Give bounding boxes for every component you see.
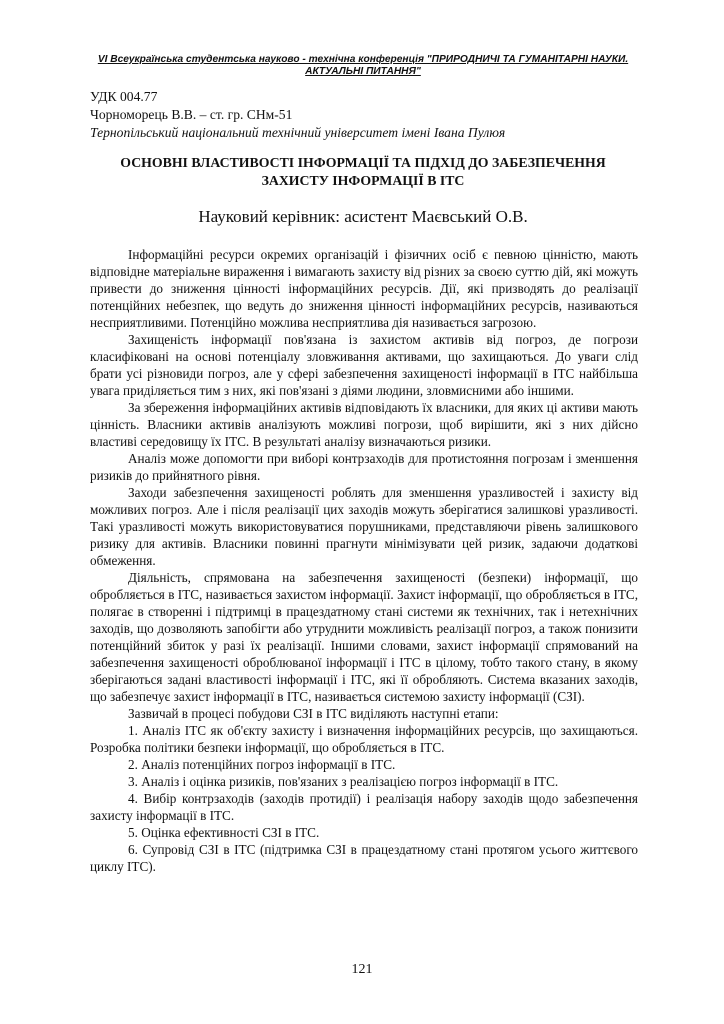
body-paragraph: Захищеність інформації пов'язана із захистом активів від погроз, де погрози класифіковані на основі потенціалу зловживання активами, що захищаються. До уваги слід брати усі різновиди погроз, але у сфері забезпечення захищеності інформації в ІТС найбільша увага приділяється тим з них, які пов'язані з діями людини, зловмисними або іншими.	[90, 332, 638, 398]
stage-list-item: 2. Аналіз потенційних погроз інформації в ІТС.	[128, 757, 396, 772]
body-paragraph: За збереження інформаційних активів відповідають їх власники, для яких ці активи мають цінність. Власники активів аналізують можливі погрози, щоб вирішити, які з них дійсно властиві середовищу їх ІТС. В результаті аналізу визначаються ризики.	[90, 400, 638, 449]
conference-header: VI Всеукраїнська студентська науково - технічна конференція "ПРИРОДНИЧІ ТА ГУМАНІТАРНІ НАУКИ. АКТУАЛЬНІ ПИТАННЯ"	[97, 54, 629, 77]
supervisor-line: Науковий керівник: асистент Маєвський О.В.	[198, 207, 528, 226]
body-paragraph: Зазвичай в процесі побудови СЗІ в ІТС виділяють наступні етапи:	[128, 706, 499, 721]
article-body	[90, 246, 638, 875]
stage-list-item: 3. Аналіз і оцінка ризиків, пов'язаних з реалізацією погроз інформації в ІТС.	[128, 774, 559, 789]
stage-list-item: 1. Аналіз ІТС як об'єкту захисту і визначення інформаційних ресурсів, що захищаються. Розробка політики безпеки інформації, що обробляється в ІТС.	[90, 723, 638, 755]
stage-list-item: 4. Вибір контрзаходів (заходів протидії) і реалізація набору заходів щодо забезпечення захисту інформації в ІТС.	[90, 791, 638, 823]
body-paragraph: Аналіз може допомогти при виборі контрзаходів для протистояння погрозам і зменшення ризиків до прийнятного рівня.	[90, 451, 638, 483]
stage-list-item: 6. Супровід СЗІ в ІТС (підтримка СЗІ в працездатному стані протягом усього життєвого циклу ІТС).	[90, 842, 638, 874]
article-title: ОСНОВНІ ВЛАСТИВОСТІ ІНФОРМАЦІЇ ТА ПІДХІД ДО ЗАБЕЗПЕЧЕННЯ ЗАХИСТУ ІНФОРМАЦІЇ В ІТС	[120, 155, 606, 188]
stage-list-item: 5. Оцінка ефективності СЗІ в ІТС.	[128, 825, 320, 840]
udc-code: УДК 004.77	[90, 89, 158, 104]
body-paragraph: Діяльність, спрямована на забезпечення захищеності (безпеки) інформації, що обробляється в ІТС, називається захистом інформації. Захист інформації, що обробляється в ІТС, полягає в створенні і підтримці в працездатному стані системи як технічних, так і нетехнічних заходів, що дозволяють запобігти або утруднити можливість реалізації погроз, а також понизити потенційний збиток у разі їх реалізації. Іншими словами, захист інформації спрямований на забезпечення захищеності оброблюваної інформації і ІТС в цілому, тобто такого стану, в якому зберігаються задані властивості інформації і ІТС, які її обробляють. Система вказаних заходів, що забезпечує захист інформації в ІТС, називається системою захисту інформації (СЗІ).	[90, 570, 638, 704]
article-meta	[90, 88, 650, 142]
body-paragraph: Інформаційні ресурси окремих організацій і фізичних осіб є певною цінністю, мають відповідне матеріальне вираження і вимагають захисту від різних за своєю суттю дій, які можуть привести до зниження цінності інформаційних ресурсів. Дії, які призводять до реалізації потенційних небезпек, що ведуть до зниження цінності інформаційних ресурсів, називаються несприятливими. Потенційно можлива несприятлива дія називається загрозою.	[90, 247, 638, 330]
page-number: 121	[351, 962, 373, 977]
affiliation-line: Тернопільський національний технічний університет імені Івана Пулюя	[90, 125, 506, 140]
body-paragraph: Заходи забезпечення захищеності роблять для зменшення уразливостей і захисту від можливих погроз. Але і після реалізації цих заходів можуть зберігатися залишкові уразливості. Такі уразливості можуть використовуватися порушниками, представляючи рівень залишкового ризику для активів. Власники повинні прагнути мінімізувати цей ризик, задаючи додаткові обмеження.	[90, 485, 638, 568]
author-line: Чорноморець В.В. – ст. гр. СНм-51	[90, 107, 293, 122]
